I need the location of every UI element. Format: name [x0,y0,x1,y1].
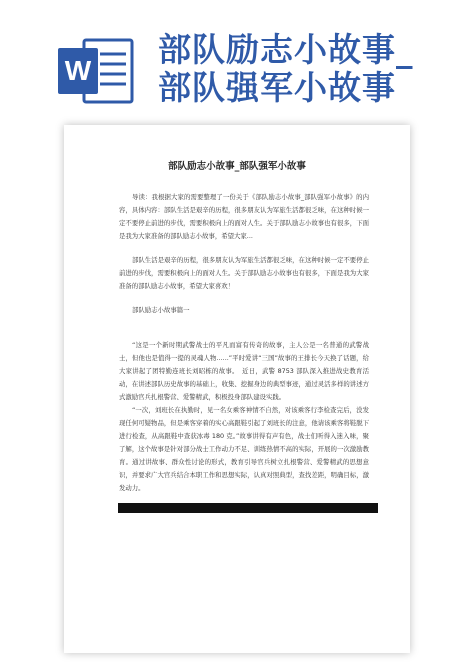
paragraph-summary: 部队生活是艰辛的历程，很多朋友认为军旅生活都很乏味，在这种时候一定不要停止前进的步伐，需要积极向上的面对人生。关于部队励志小故事也有很多，下面是我为大家准备的部队励志小故事，希望大家喜欢！ [119,256,369,290]
banner-title-line1: 部队励志小故事_ [158,30,414,69]
banner [0,0,474,120]
document-page [64,125,410,653]
paragraph-story-2: “一次，刘班长在执勤时，见一名女乘客神情不自然，对该乘客行李检查完后，没发现任何可疑物品，但是乘客穿着的实心高跟鞋引起了刘班长的注意，他请该乘客将鞋脱下进行检查，从高跟鞋中查获冰毒 180 克。”故事讲得有声有色，战士们听得入迷入味，聚了解，这个故事是针对部分战士工作动力不足、训练热情不高的实际，开展的一次激励教育。通过讲故事、群众性讨论的形式，教育引导官兵树立扎根警营、爱警精武的思想意识，并要求广大官兵结合本职工作和思想实际，认真对照典型，查找差距，明确目标，激发动力。 [119,406,369,492]
word-document-icon [56,36,136,106]
word-letter: W [64,55,92,86]
paragraph-intro: 导读：我根据大家的需要整理了一份关于《部队励志小故事_部队强军小故事》的内容，具体内容：部队生活是艰辛的历程，很多朋友认为军旅生活都很乏味，在这种时候一定不要停止前进的步伐，需要积极向上的面对人生。关于部队励志小故事也有很多，下面是我为大家准备的部队励志小故事，希望大家... [119,193,369,240]
banner-title-line2: 部队强军小故事 [158,68,396,107]
document-title: 部队励志小故事_部队强军小故事 [168,161,306,172]
redaction-bar [118,503,378,513]
section-heading: 部队励志小故事篇一 [132,306,190,314]
paragraph-story-1: “这是一个新时期武警战士的平凡而富有传奇的故事，主人公是一名普通的武警战士，但他也是值得一提的灵魂人物......”平时爱讲“三国”故事的王排长今天换了话题，给大家讲起了团特勤连班长刘昭栋的故事。 近日，武警 8753 部队深入推进战史教育活动，在讲述部队历史故事的基础上，收集、挖掘身边的典型事迹，通过灵活多样的讲述方式激励官兵扎根警营、爱警精武，积极投身部队建设实践。 [119,341,369,401]
